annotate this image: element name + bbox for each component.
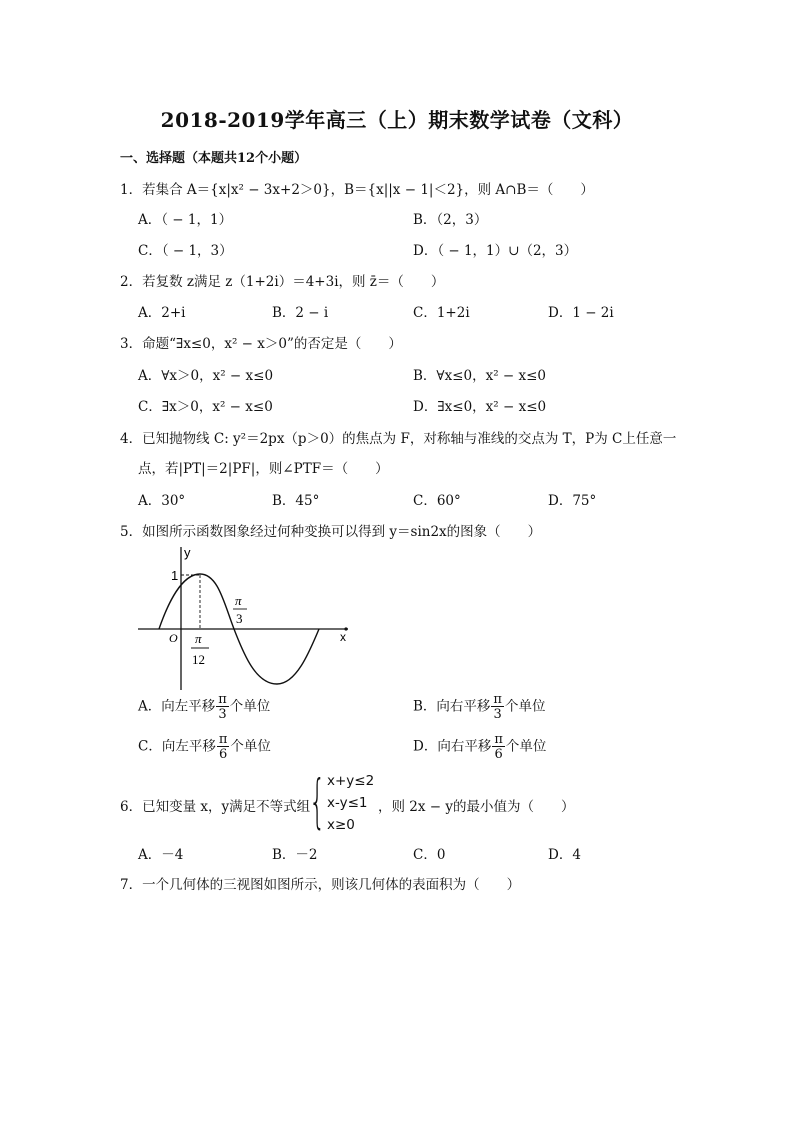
origin-label: O — [169, 631, 178, 645]
system-brace: { — [309, 767, 326, 835]
question-stem: 已知抛物线 C: y²＝2px（p＞0）的焦点为 F，对称轴与准线的交点为 T，P为 C上任意一 — [142, 431, 677, 447]
fraction-numerator: π — [493, 692, 502, 707]
inequality-2: x-y≤1 — [327, 795, 368, 811]
tick-pi12-numerator: π — [195, 631, 202, 646]
option-a: A．30° — [138, 493, 186, 509]
question-stem: 若集合 A＝{x|x² − 3x+2＞0}，B＝{x||x − 1|＜2}，则 A∩B＝（ ） — [142, 182, 594, 198]
option-b: B．2 − i — [272, 305, 329, 321]
option-a: A．（ − 1，1） — [138, 212, 233, 228]
option-d: D．1 − 2i — [548, 305, 614, 321]
question-6-stem-end: ，则 2x − y的最小值为（ ） — [378, 799, 575, 815]
question-number: 2． — [120, 274, 143, 290]
option-d — [413, 733, 546, 761]
fraction-denominator: 6 — [492, 746, 505, 761]
option-c: C．0 — [413, 847, 446, 863]
option-a: A．－4 — [138, 847, 184, 863]
option-b: B．∀x≤0，x² − x≤0 — [413, 368, 547, 384]
option-d: D．4 — [548, 847, 581, 863]
option-text: A．向左平移 — [138, 698, 216, 715]
question-2 — [120, 270, 444, 290]
option-d: D．（ − 1，1）∪（2，3） — [413, 243, 578, 259]
option-d: D．∃x≤0，x² − x≤0 — [413, 399, 547, 415]
option-text: 个单位 — [230, 738, 271, 755]
fraction — [491, 693, 504, 721]
option-text: 个单位 — [505, 738, 547, 755]
fraction-denominator: 3 — [216, 706, 229, 721]
question-6 — [120, 795, 310, 815]
fraction-denominator: 3 — [491, 706, 504, 721]
fraction — [492, 733, 505, 761]
tick-pi3-numerator: π — [235, 593, 242, 608]
page-title: 2018-2019学年高三（上）期末数学试卷（文科） — [160, 108, 634, 132]
option-text: C．向左平移 — [138, 738, 216, 755]
question-1 — [120, 178, 594, 198]
question-stem: 命题“∃x≤0，x² − x＞0”的否定是（ ） — [142, 336, 402, 352]
fraction — [217, 733, 230, 761]
fraction-denominator: 6 — [217, 746, 230, 761]
question-number: 3． — [120, 336, 143, 352]
fraction-numerator: π — [218, 692, 227, 707]
question-number: 4． — [120, 431, 143, 447]
fraction-numerator: π — [218, 732, 228, 747]
question-4-line-2: 点，若|PT|＝2|PF|，则∠PTF＝（ ） — [138, 461, 389, 477]
question-number: 6． — [120, 799, 143, 815]
option-text: 个单位 — [504, 698, 546, 715]
option-c: C．60° — [413, 493, 461, 509]
fraction — [216, 693, 229, 721]
option-b: B．（2，3） — [413, 212, 488, 228]
option-b: B．－2 — [272, 847, 318, 863]
option-text: D．向右平移 — [413, 738, 492, 755]
option-a — [138, 693, 270, 721]
max-value-label: 1 — [171, 568, 179, 583]
question-stem: 已知变量 x，y满足不等式组 — [142, 799, 311, 815]
tick-pi3-denominator: 3 — [236, 611, 243, 626]
option-c: C．1+2i — [413, 305, 470, 321]
question-number: 1． — [120, 182, 143, 198]
section-heading: 一、选择题（本题共12个小题） — [120, 151, 308, 166]
tick-pi12-denominator: 12 — [192, 652, 205, 667]
question-number: 7． — [120, 877, 143, 893]
option-b: B．45° — [272, 493, 320, 509]
question-5 — [120, 520, 541, 540]
question-4 — [120, 427, 676, 447]
question-stem: 一个几何体的三视图如图所示，则该几何体的表面积为（ ） — [142, 877, 521, 893]
inequality-3: x≥0 — [327, 817, 355, 833]
option-c: C．（ − 1，3） — [138, 243, 233, 259]
option-a: A．∀x＞0，x² − x≤0 — [138, 368, 274, 384]
sine-graph — [134, 543, 354, 693]
x-axis-label: x — [340, 630, 346, 644]
question-stem: 如图所示函数图象经过何种变换可以得到 y＝sin2x的图象（ ） — [142, 524, 542, 540]
option-a: A．2+i — [138, 305, 186, 321]
question-7 — [120, 873, 520, 893]
y-axis-label: y — [184, 545, 191, 560]
option-c: C．∃x＞0，x² − x≤0 — [138, 399, 273, 415]
option-d: D．75° — [548, 493, 597, 509]
option-text: 个单位 — [229, 698, 271, 715]
question-number: 5． — [120, 524, 143, 540]
option-b — [413, 693, 545, 721]
option-text: B．向右平移 — [413, 698, 491, 715]
question-3 — [120, 332, 402, 352]
inequality-1: x+y≤2 — [327, 773, 375, 789]
question-stem: 若复数 z满足 z（1+2i）＝4+3i，则 z̄＝（ ） — [142, 274, 445, 290]
option-c — [138, 733, 271, 761]
fraction-numerator: π — [494, 732, 503, 747]
